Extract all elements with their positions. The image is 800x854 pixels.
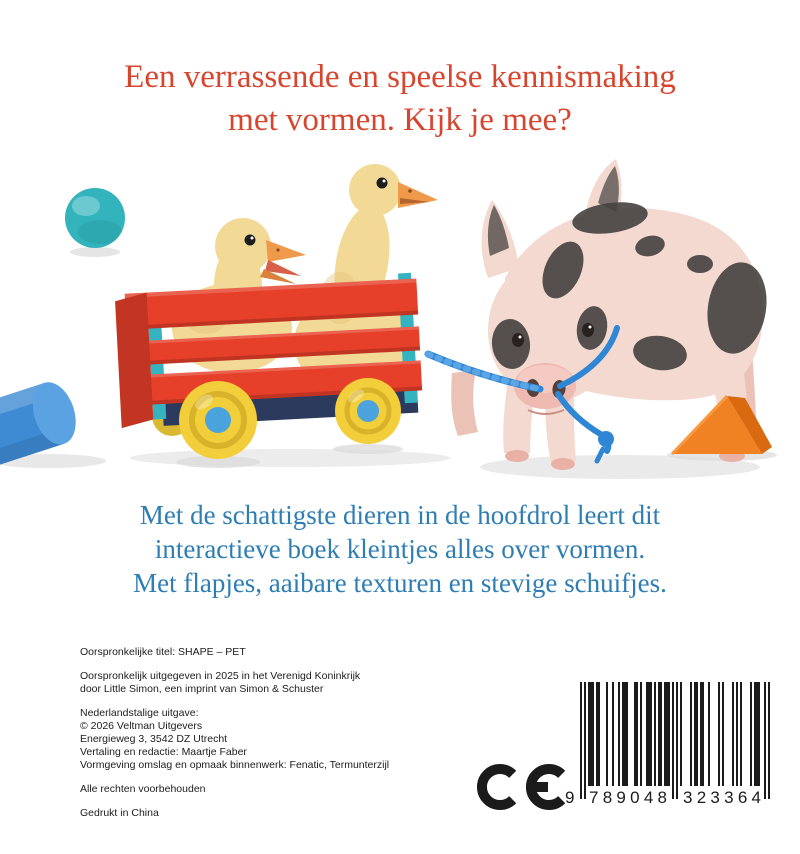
barcode-bars	[580, 682, 770, 799]
imprint-printed: Gedrukt in China	[80, 807, 159, 819]
orange-wedge-shape	[672, 396, 772, 454]
ce-mark-icon	[477, 764, 575, 810]
tagline-line-2: met vormen. Kijk je mee?	[228, 102, 572, 138]
imprint-block	[80, 646, 500, 831]
blurb-line-1: Met de schattigste dieren in de hoofdrol leert dit	[139, 500, 661, 530]
barcode-digits-group1: 789048	[589, 788, 667, 804]
ball-shape	[65, 188, 125, 248]
imprint-original-title: Oorspronkelijke titel: SHAPE – PET	[80, 646, 246, 658]
blurb-line-2: interactieve boek kleintjes alles over vormen.	[154, 534, 646, 564]
blurb	[0, 498, 800, 600]
barcode-digit-left: 9	[565, 788, 575, 804]
isbn-barcode	[564, 682, 776, 804]
tagline	[0, 56, 800, 142]
imprint-rights: Alle rechten voorbehouden	[80, 783, 206, 795]
duckling-right	[294, 164, 438, 393]
blurb-line-3: Met flapjes, aaibare texturen en stevige schuifjes.	[133, 568, 667, 598]
imprint-original-publication: Oorspronkelijk uitgegeven in 2025 in het Verenigd Koninkrijk door Little Simon, een imprint van Simon & Schuster	[80, 670, 361, 695]
barcode-digits-group2: 323364	[683, 788, 761, 804]
cover-photo-illustration	[0, 158, 800, 490]
imprint-dutch-edition: Nederlandstalige uitgave: © 2026 Veltman Uitgevers Energieweg 3, 3542 DZ Utrecht Vertaling en redactie: Maartje Faber Vormgeving omslag en opmaak binnenwerk: Fenatic, Termunterzijl	[80, 707, 390, 771]
tagline-line-1: Een verrassende en speelse kennismaking	[124, 59, 676, 95]
